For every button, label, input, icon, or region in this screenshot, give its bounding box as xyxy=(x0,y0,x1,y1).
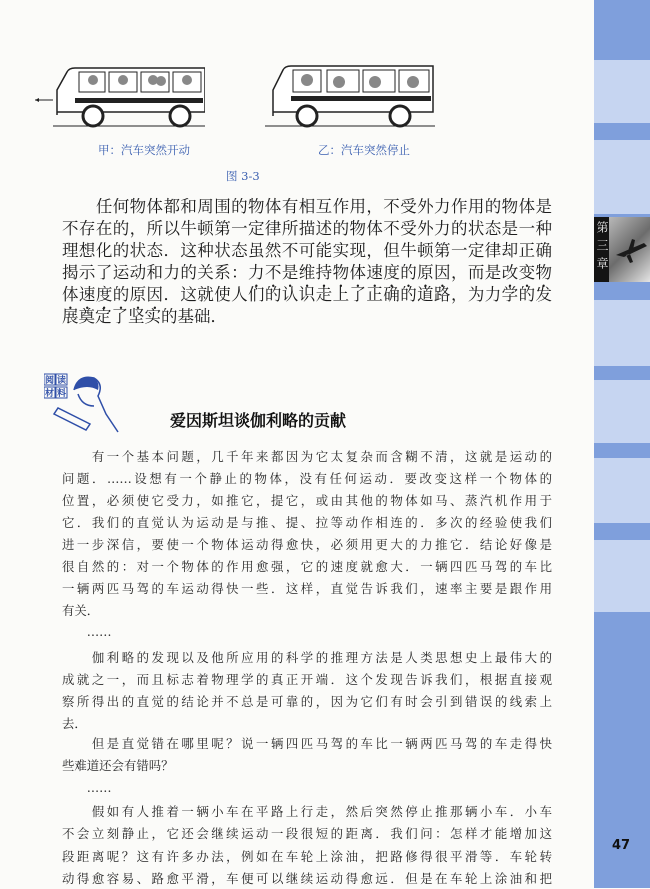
text-line xyxy=(62,240,552,262)
text-line: 一辆两匹马驾的车运动得快一些．这样，直觉告诉我们，速率主要是跟作用 xyxy=(62,581,552,596)
badge-char: 阅 xyxy=(45,376,55,386)
reading-material-badge xyxy=(44,370,124,440)
text-line: 有一个基本问题，几千年来都因为它太复杂而含糊不清，这就是运动的 xyxy=(62,449,552,464)
text-line: 位置，必须使它受力，如推它，提它，或由其他的物体如马、蒸汽机作用于 xyxy=(62,493,552,508)
text-line xyxy=(62,284,552,306)
caption-bus-starting: 甲：汽车突然开动 xyxy=(98,143,190,157)
emphasized-text: 体速度的原因 xyxy=(62,285,164,304)
text-segment: 任何物体都和周围的物体有相互作用，不受外力作用的物体是 xyxy=(62,197,552,216)
text-segment: 理想化的状态．这种状态虽然不可能实现，但牛顿第一定律却正确 xyxy=(62,241,552,260)
text-line xyxy=(62,196,552,218)
text-line: 很自然的：对一个物体的作用愈强，它的速度就愈大．一辆四匹马驾的车比 xyxy=(62,559,552,574)
text-line: 但是直觉错在哪里呢？说一辆四匹马驾的车比一辆两匹马驾的车走得快 xyxy=(62,736,552,751)
text-line: 成就之一，而且标志着物理学的真正开端．这个发现告诉我们，根据直接观 xyxy=(62,672,552,687)
text-line: 它．我们的直觉认为运动是与推、提、拉等动作相连的．多次的经验使我们 xyxy=(62,515,552,530)
text-segment: 展奠定了坚实的基础． xyxy=(62,307,227,326)
text-line: 段距离呢？这有许多办法，例如在车轮上涂油，把路修得很平滑等．车轮转 xyxy=(62,849,552,864)
chapter-label: 第三章 xyxy=(594,217,609,282)
emphasized-text: 改变物 xyxy=(501,263,553,282)
text-line: 伽利略的发现以及他所应用的科学的推理方法是人类思想史上最伟大的 xyxy=(62,650,552,665)
bus-stopping-illustration xyxy=(265,58,435,130)
text-line: 不会立刻静止，它还会继续运动一段很短的距离．我们问：怎样才能增加这 xyxy=(62,826,552,841)
text-line: 有关． xyxy=(62,603,100,618)
text-line: 假如有人推着一辆小车在平路上行走，然后突然停止推那辆小车．小车 xyxy=(62,804,552,819)
badge-char: 读 xyxy=(57,376,67,386)
text-line xyxy=(62,306,552,328)
text-line: 动得愈容易、路愈平滑，车便可以继续运动得愈远．但是在车轮上涂油和把 xyxy=(62,871,552,886)
text-line: 问题．……设想有一个静止的物体，没有任何运动．要改变这样一个物体的 xyxy=(62,471,552,486)
text-segment: 不存在的，所以牛顿第一定律所描述的物体不受外力的状态是一种 xyxy=(62,219,552,238)
emphasized-text: 力不是维持物体速度的原因 xyxy=(248,263,451,282)
jet-plane-icon xyxy=(614,235,648,265)
bus-starting-illustration xyxy=(35,60,205,130)
text-line: 去． xyxy=(62,716,87,731)
text-line xyxy=(62,218,552,240)
badge-char: 材 xyxy=(45,389,55,399)
text-line: 些难道还会有错吗？ xyxy=(62,758,174,773)
page-number: 47 xyxy=(612,838,631,853)
text-line: …… xyxy=(62,780,112,795)
figure-label: 图 3-3 xyxy=(226,169,260,183)
text-line: 进一步深信，要使一个物体运动得愈快，必须用更大的力推它．结论好像是 xyxy=(62,537,552,552)
text-segment: 揭示了运动和力的关系： xyxy=(62,263,249,282)
text-line xyxy=(62,262,552,284)
text-segment: ．这就使人们的认识走上了正确的道路，为力学的发 xyxy=(163,285,553,304)
side-color-band xyxy=(594,0,650,888)
text-segment: ，而是 xyxy=(450,263,502,282)
text-line: 察所得出的直觉的结论并不总是可靠的，因为它们有时会引到错误的线索上 xyxy=(62,694,552,709)
chapter-tab xyxy=(594,217,650,282)
text-line: …… xyxy=(62,624,112,639)
badge-char: 料 xyxy=(57,389,67,399)
caption-bus-stopping: 乙：汽车突然停止 xyxy=(318,143,410,157)
reading-title: 爱因斯坦谈伽利略的贡献 xyxy=(170,411,347,430)
